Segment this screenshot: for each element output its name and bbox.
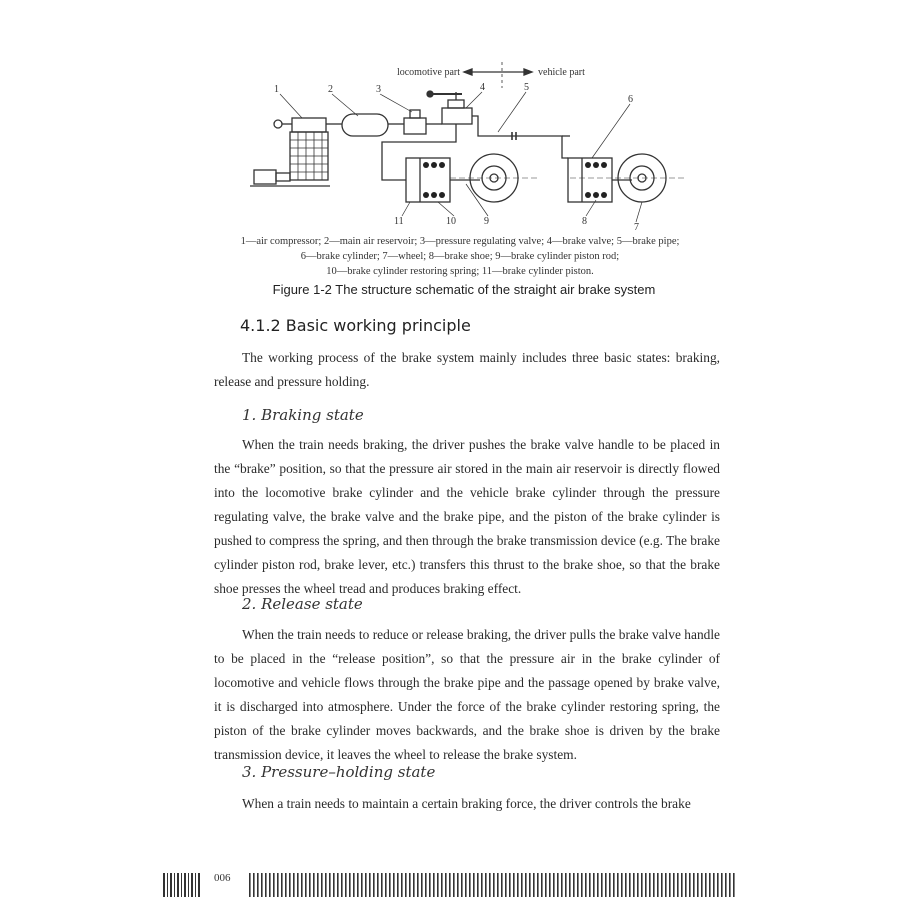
part-number: 3 [376,84,381,95]
page-number: 006 [214,872,231,884]
caption-line: 10—brake cylinder restoring spring; 11—brake cylinder piston. [326,266,594,277]
part-number: 4 [480,82,485,93]
part-number: 7 [634,222,639,232]
subheading-release: 2. Release state [242,595,363,613]
part-number: 6 [628,94,633,105]
holding-paragraph: When a train needs to maintain a certain braking force, the driver controls the brake [242,796,691,811]
figure-title: Figure 1-2 The structure schematic of the straight air brake system [272,282,656,297]
subheading-braking: 1. Braking state [242,406,364,424]
right-arrow-icon [524,69,532,75]
caption-line: 1—air compressor; 2—main air reservoir; 3—pressure regulating valve; 4—brake valve; 5—brake pipe; [240,236,680,247]
part-number: 9 [484,216,489,227]
main-air-reservoir [342,114,388,136]
brake-pipe-main [472,116,562,150]
gauge-icon [274,120,282,128]
footer-bar-pattern-right [249,873,735,897]
part-number: 10 [446,216,456,227]
part-number: 11 [394,216,404,227]
part-number: 8 [582,216,587,227]
air-compressor-head [292,118,326,132]
pressure-regulating-valve [404,118,426,134]
intro-paragraph: The working process of the brake system mainly includes three basic states: braking, release and pressure holding. [214,350,720,389]
label-locomotive-part: locomotive part [396,67,460,78]
part-number: 2 [328,84,333,95]
subheading-holding: 3. Pressure–holding state [242,763,436,781]
footer-bar-pattern-left [163,873,203,897]
section-heading: 4.1.2 Basic working principle [240,316,471,335]
motor-icon [254,170,276,184]
brake-system-schematic [240,62,700,232]
release-paragraph: When the train needs to reduce or release braking, the driver pulls the brake valve handle to be placed in the “release position”, so that the pressure air in the brake cylinder of locomotive and vehicle flows through the brake pipe and the passage opened by brake valve, it is discharged into atmosphere. Under the force of the brake cylinder restoring spring, the piston of the brake cylinder moves backwards, and the brake shoe is driven by the brake transmission device, it leaves the wheel to release the brake system. [214,627,720,762]
part-number: 5 [524,82,529,93]
braking-paragraph: When the train needs braking, the driver pushes the brake valve handle to be placed in the “brake” position, so that the pressure air stored in the main air reservoir is directly flowed into the locomotive brake cylinder and the vehicle brake cylinder through the pressure regulating valve, the brake valve and the brake pipe, and the piston of the brake cylinder is pushed to compress the spring, and then through the brake transmission device (e.g. The brake cylinder piston rod, brake lever, etc.) transfers this thrust to the brake shoe, so that the brake shoe presses the wheel tread and produces braking effect. [214,437,720,596]
brake-valve [442,108,472,124]
caption-line: 6—brake cylinder; 7—wheel; 8—brake shoe; 9—brake cylinder piston rod; [300,251,620,262]
brake-system-figure [240,62,700,232]
part-number: 1 [274,84,279,95]
left-arrow-icon [464,69,472,75]
label-vehicle-part: vehicle part [538,67,585,78]
brake-pipe-loco [382,132,456,152]
